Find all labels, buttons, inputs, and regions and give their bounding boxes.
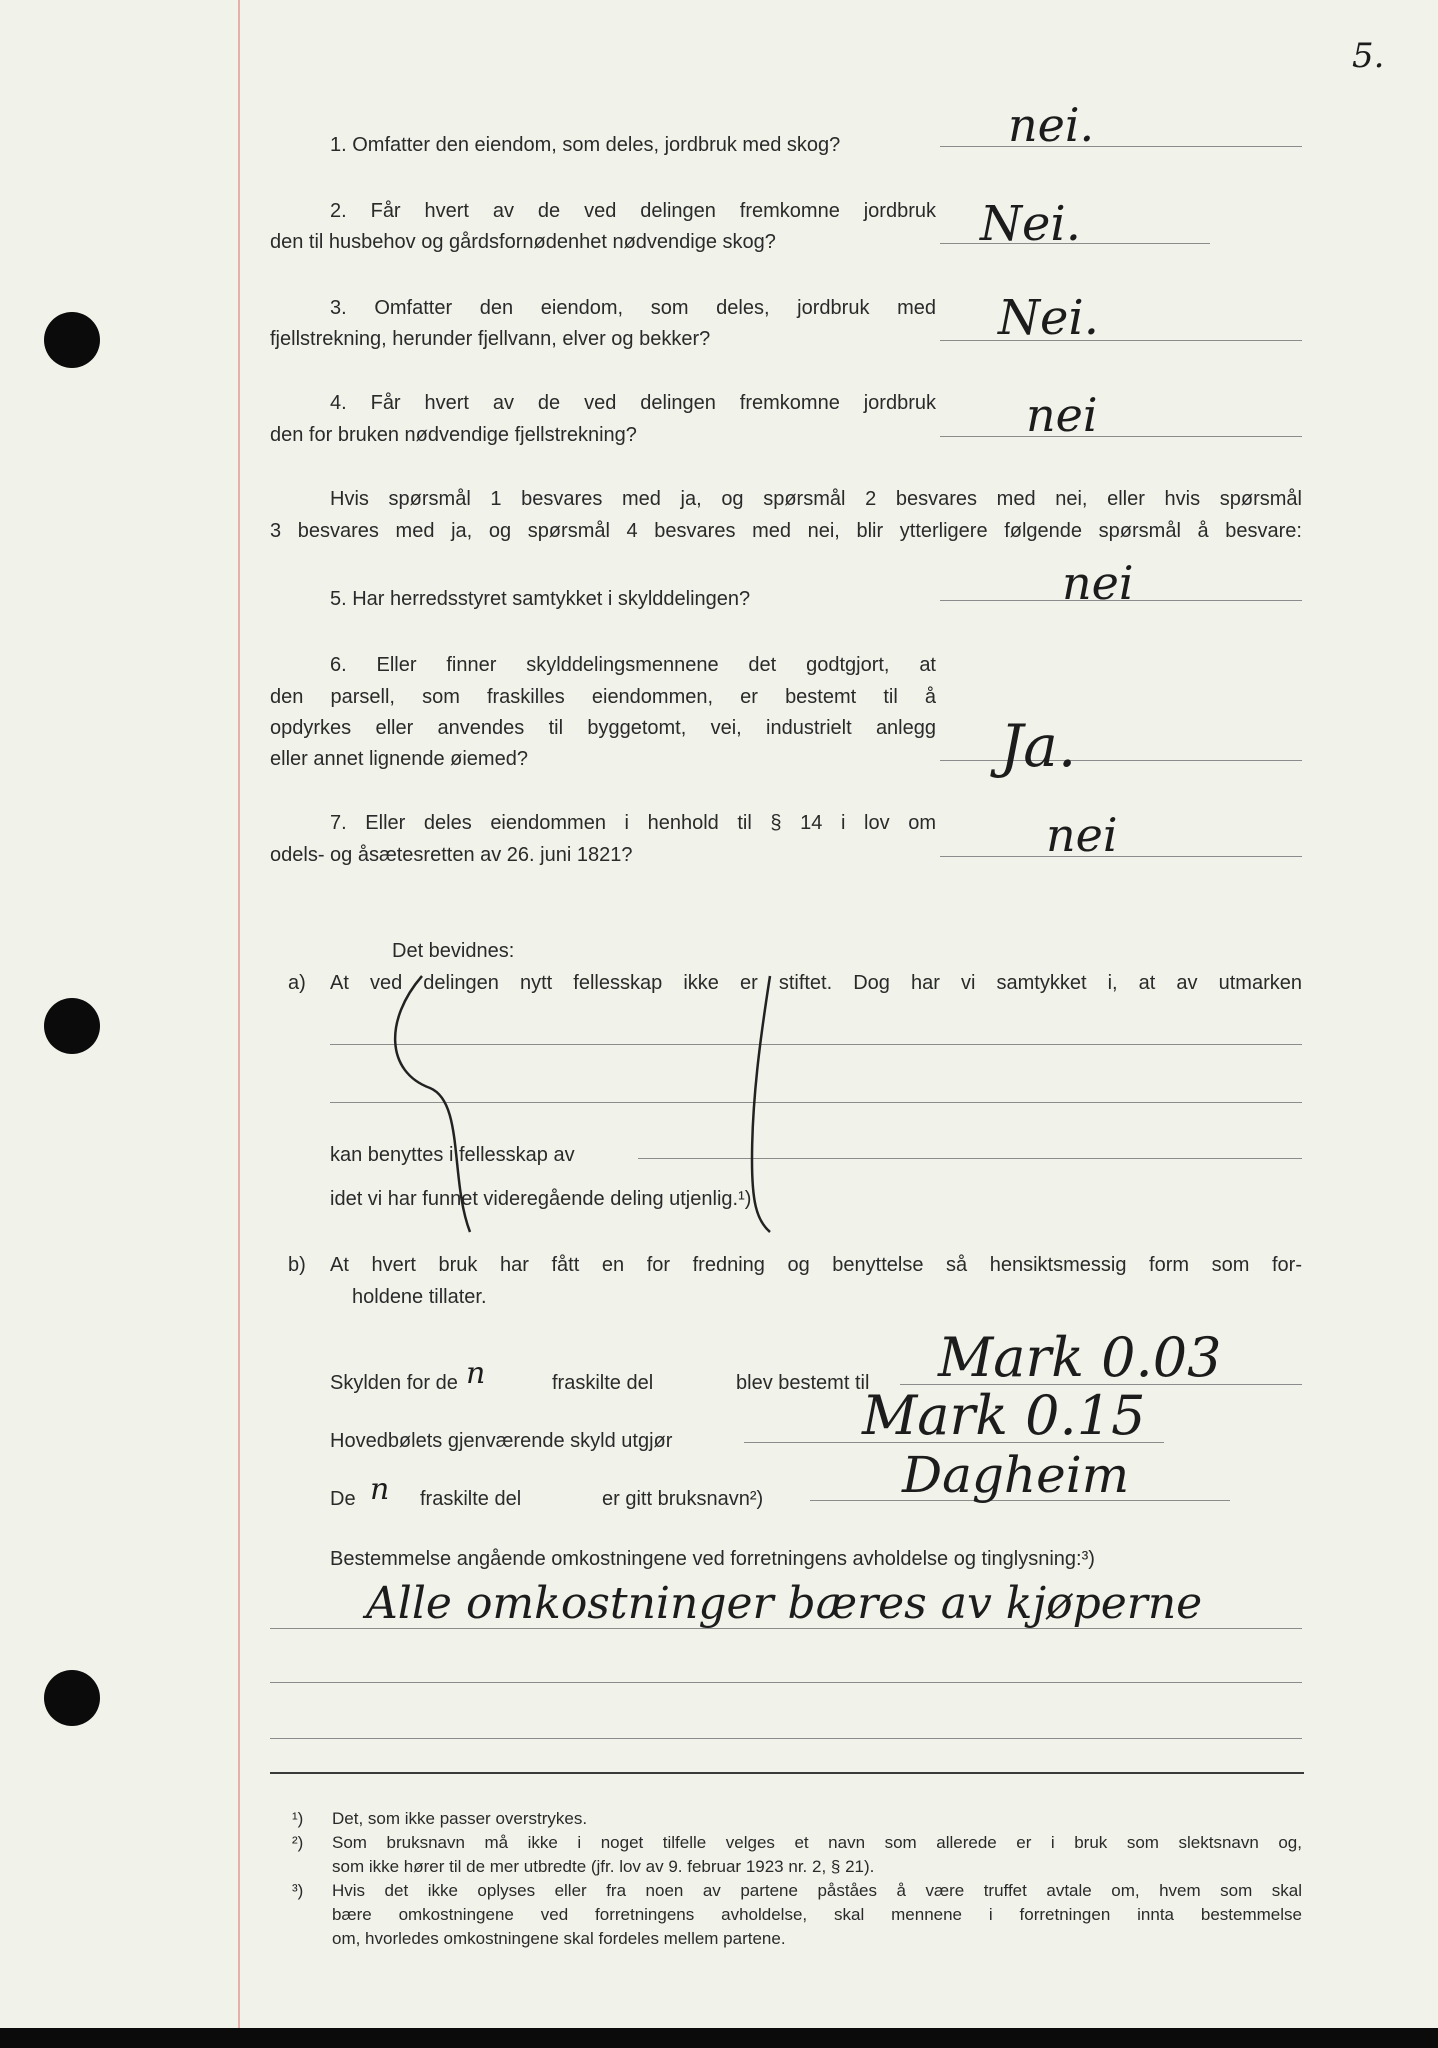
- certify-heading: Det bevidnes:: [392, 940, 515, 962]
- certify-a-found: idet vi har funnet videregående deling utjenlig.¹): [330, 1188, 752, 1210]
- punch-hole-middle: [44, 998, 100, 1054]
- hoved-label: Hovedbølets gjenværende skyld utgjør: [330, 1430, 673, 1452]
- name-label: De: [330, 1488, 356, 1510]
- name-handwritten: n: [370, 1472, 390, 1507]
- question-2-line-1: 2. Får hvert av de ved delingen fremkomne jordbruk: [330, 200, 936, 222]
- footnote-3-marker: ³): [292, 1881, 304, 1900]
- footnote-1-marker: ¹): [292, 1809, 304, 1828]
- certify-a-use: kan benyttes i fellesskap av: [330, 1144, 575, 1166]
- footnote-3-line-2: bære omkostningene ved forretningens avholdelse, skal mennene i forretningen innta bestemmelse: [332, 1905, 1302, 1924]
- certify-a-marker: a): [288, 972, 306, 994]
- blank-line-a3: [638, 1158, 1302, 1159]
- answer-line-3: [940, 340, 1302, 341]
- costs-line-2: [270, 1682, 1302, 1683]
- answer-5: nei: [1062, 556, 1134, 610]
- right-strike-brace: [752, 976, 770, 1232]
- costs-label: Bestemmelse angående omkostningene ved forretningens avholdelse og tinglysning:³): [330, 1548, 1095, 1570]
- question-2-line-2: den til husbehov og gårdsfornødenhet nødvendige skog?: [270, 231, 776, 253]
- question-5-line-1: 5. Har herredsstyret samtykket i skylddelingen?: [330, 588, 751, 610]
- punch-hole-bottom: [44, 1670, 100, 1726]
- question-4-line-1: 4. Får hvert av de ved delingen fremkomne jordbruk: [330, 392, 936, 414]
- scan-border: [0, 2028, 1438, 2048]
- question-4-line-2: den for bruken nødvendige fjellstrekning?: [270, 424, 637, 446]
- skyld-handwritten: n: [466, 1356, 486, 1391]
- question-3-line-2: fjellstrekning, herunder fjellvann, elver og bekker?: [270, 328, 711, 350]
- skyld-label-2: blev bestemt til: [736, 1372, 870, 1394]
- certify-b-line-2: holdene tillater.: [352, 1286, 487, 1308]
- answer-line-1: [940, 146, 1302, 147]
- question-6-line-2: den parsell, som fraskilles eiendommen, er bestemt til å: [270, 686, 936, 708]
- answer-6: Ja.: [1000, 712, 1077, 780]
- name-label-2: er gitt bruksnavn²): [602, 1488, 764, 1510]
- condition-line-1: Hvis spørsmål 1 besvares med ja, og spørsmål 2 besvares med nei, eller hvis spørsmål: [330, 488, 1302, 510]
- costs-line-3: [270, 1738, 1302, 1739]
- margin-rule: [238, 0, 240, 2048]
- answer-2: Nei.: [980, 196, 1082, 252]
- question-3-line-1: 3. Omfatter den eiendom, som deles, jordbruk med: [330, 297, 936, 319]
- blank-line-a2: [330, 1102, 1302, 1103]
- name-rest: fraskilte del: [420, 1488, 522, 1510]
- skyld-value: Mark 0.03: [938, 1326, 1222, 1389]
- hoved-value: Mark 0.15: [862, 1384, 1146, 1447]
- question-6-line-4: eller annet lignende øiemed?: [270, 748, 528, 770]
- answer-4: nei: [1026, 388, 1098, 442]
- question-1-line-1: 1. Omfatter den eiendom, som deles, jordbruk med skog?: [330, 134, 841, 156]
- footnote-3-line-1: Hvis det ikke oplyses eller fra noen av partene påståes å være truffet avtale om, hvem som skal: [332, 1881, 1302, 1900]
- question-6-line-3: opdyrkes eller anvendes til byggetomt, vei, industrielt anlegg: [270, 717, 936, 739]
- blank-line-a1: [330, 1044, 1302, 1045]
- answer-line-7: [940, 856, 1302, 857]
- condition-line-2: 3 besvares med ja, og spørsmål 4 besvares med nei, blir ytterligere følgende spørsmål å besvare:: [270, 520, 1302, 542]
- footnote-2-line-2: som ikke hører til de mer utbredte (jfr. lov av 9. februar 1923 nr. 2, § 21).: [332, 1857, 875, 1876]
- answer-line-4: [940, 436, 1302, 437]
- name-value: Dagheim: [902, 1446, 1130, 1504]
- footnote-1-line-1: Det, som ikke passer overstrykes.: [332, 1809, 588, 1828]
- punch-hole-top: [44, 312, 100, 368]
- certify-b-marker: b): [288, 1254, 306, 1276]
- question-7-line-2: odels- og åsætesretten av 26. juni 1821?: [270, 844, 633, 866]
- page-number: 5.: [1352, 36, 1385, 76]
- footnote-2-line-1: Som bruksnavn må ikke i noget tilfelle velges et navn som allerede er i bruk som slektsnavn og,: [332, 1833, 1302, 1852]
- question-6-line-1: 6. Eller finner skylddelingsmennene det godtgjort, at: [330, 654, 936, 676]
- skyld-rest: fraskilte del: [552, 1372, 654, 1394]
- footnote-separator: [270, 1772, 1304, 1774]
- answer-7: nei: [1046, 808, 1118, 862]
- footnote-2-marker: ²): [292, 1833, 304, 1852]
- answer-1: nei.: [1008, 98, 1095, 152]
- answer-line-6: [940, 760, 1302, 761]
- skyld-label: Skylden for de: [330, 1372, 458, 1394]
- costs-value: Alle omkostninger bæres av kjøperne: [366, 1578, 1203, 1629]
- certify-b-line-1: At hvert bruk har fått en for fredning og benyttelse så hensiktsmessig form som for-: [330, 1254, 1302, 1276]
- footnote-3-line-3: om, hvorledes omkostningene skal fordeles mellem partene.: [332, 1929, 786, 1948]
- question-7-line-1: 7. Eller deles eiendommen i henhold til § 14 i lov om: [330, 812, 936, 834]
- answer-3: Nei.: [998, 290, 1100, 346]
- certify-a-line: At ved delingen nytt fellesskap ikke er stiftet. Dog har vi samtykket i, at av utmarken: [330, 972, 1302, 994]
